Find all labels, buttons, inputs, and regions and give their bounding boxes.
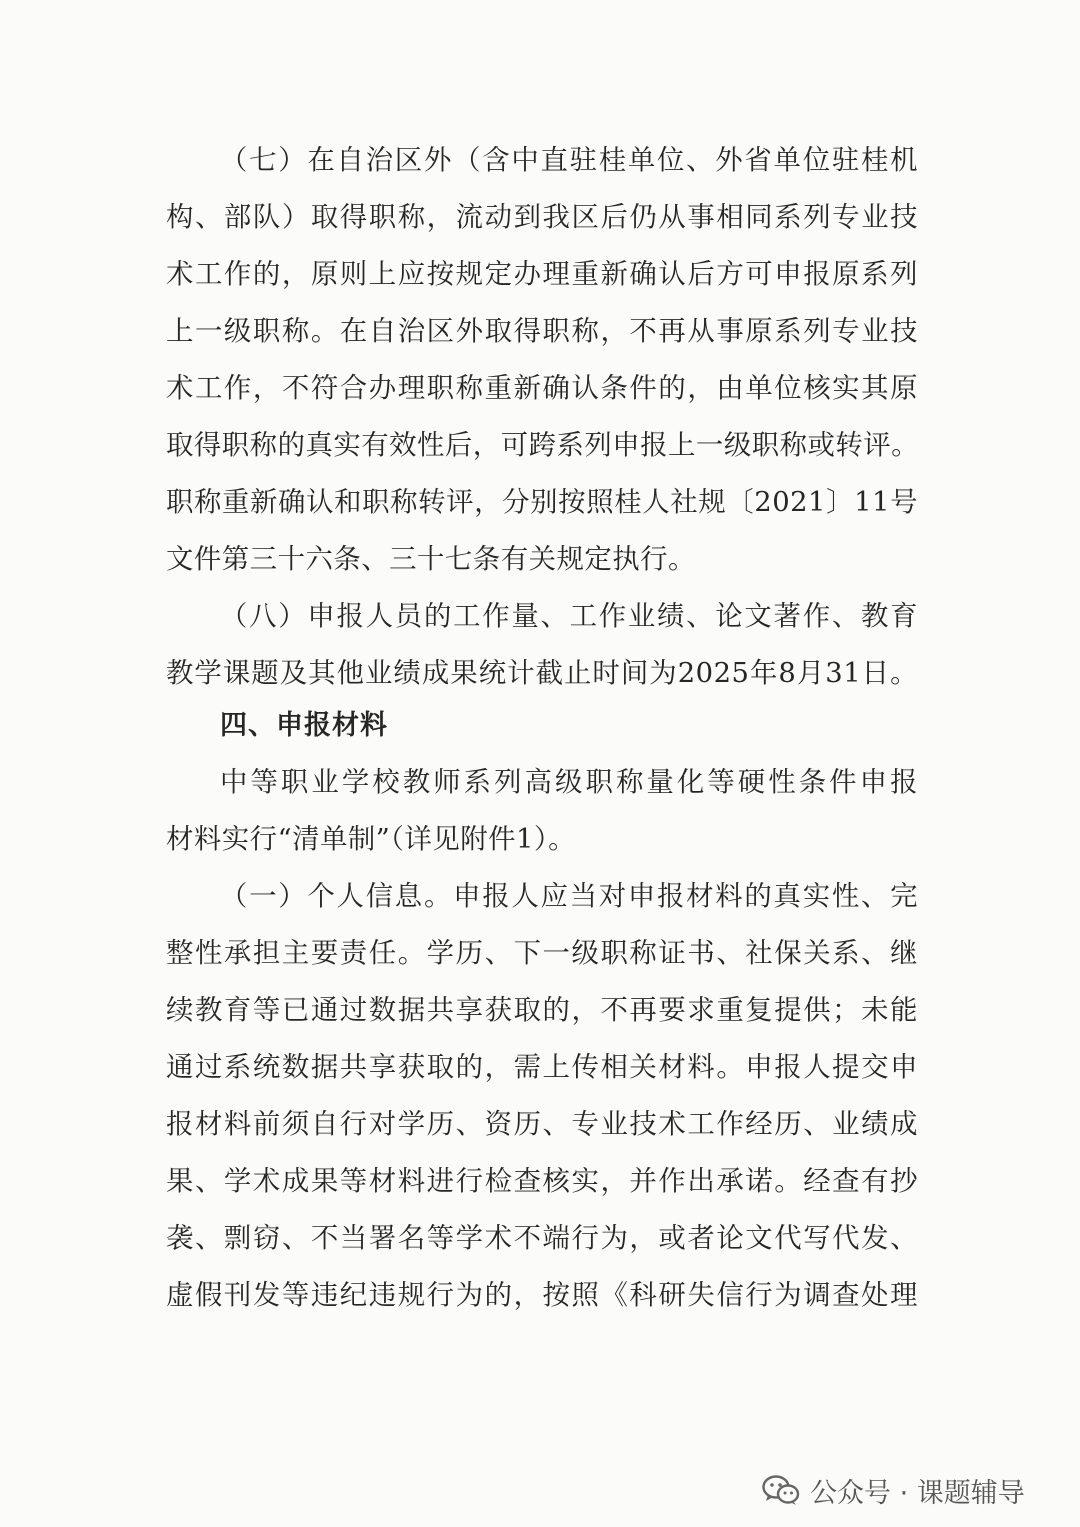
paragraph-7-line-3: 术工作的，原则上应按规定办理重新确认后方可申报原系列: [166, 259, 918, 290]
paragraph-7-line-5: 术工作，不符合办理职称重新确认条件的，由单位核实其原: [166, 373, 918, 404]
paragraph-7-line-4: 上一级职称。在自治区外取得职称，不再从事原系列专业技: [166, 316, 918, 347]
paragraph-7-line-1: （七）在自治区外（含中直驻桂单位、外省单位驻桂机: [220, 145, 918, 176]
paragraph-7-line-2: 构、部队）取得职称，流动到我区后仍从事相同系列专业技: [166, 202, 918, 233]
wechat-watermark: [762, 1470, 1025, 1510]
item-1-line-5: 报材料前须自行对学历、资历、专业技术工作经历、业绩成: [166, 1109, 918, 1140]
item-1-line-3: 续教育等已通过数据共享获取的，不再要求重复提供；未能: [166, 995, 918, 1026]
section-intro-line-1: 中等职业学校教师系列高级职称量化等硬性条件申报: [220, 767, 918, 798]
item-1-line-1: （一）个人信息。申报人应当对申报材料的真实性、完: [220, 881, 918, 912]
section-heading: 四、申报材料: [220, 710, 388, 741]
section-intro-line-2: 材料实行“清单制”（详见附件1）。: [166, 824, 577, 855]
watermark-text: 公众号 · 课题辅导: [810, 1477, 1025, 1509]
wechat-icon: [762, 1474, 800, 1506]
paragraph-8-line-1: （八）申报人员的工作量、工作业绩、论文著作、教育: [220, 601, 918, 632]
item-1-line-6: 果、学术成果等材料进行检查核实，并作出承诺。经查有抄: [166, 1166, 918, 1197]
paragraph-7-line-8: 文件第三十六条、三十七条有关规定执行。: [166, 544, 696, 575]
item-1-line-8: 虚假刊发等违纪违规行为的，按照《科研失信行为调查处理: [166, 1280, 918, 1311]
item-1-line-2: 整性承担主要责任。学历、下一级职称证书、社保关系、继: [166, 938, 918, 969]
paragraph-7-line-6: 取得职称的真实有效性后，可跨系列申报上一级职称或转评。: [166, 430, 920, 461]
item-1-line-7: 袭、剽窃、不当署名等学术不端行为，或者论文代写代发、: [166, 1223, 918, 1254]
paragraph-7-line-7: 职称重新确认和职称转评，分别按照桂人社规〔2021〕11号: [166, 487, 918, 518]
paragraph-8-line-2: 教学课题及其他业绩成果统计截止时间为2025年8月31日。: [166, 658, 918, 689]
item-1-line-4: 通过系统数据共享获取的，需上传相关材料。申报人提交申: [166, 1052, 918, 1083]
